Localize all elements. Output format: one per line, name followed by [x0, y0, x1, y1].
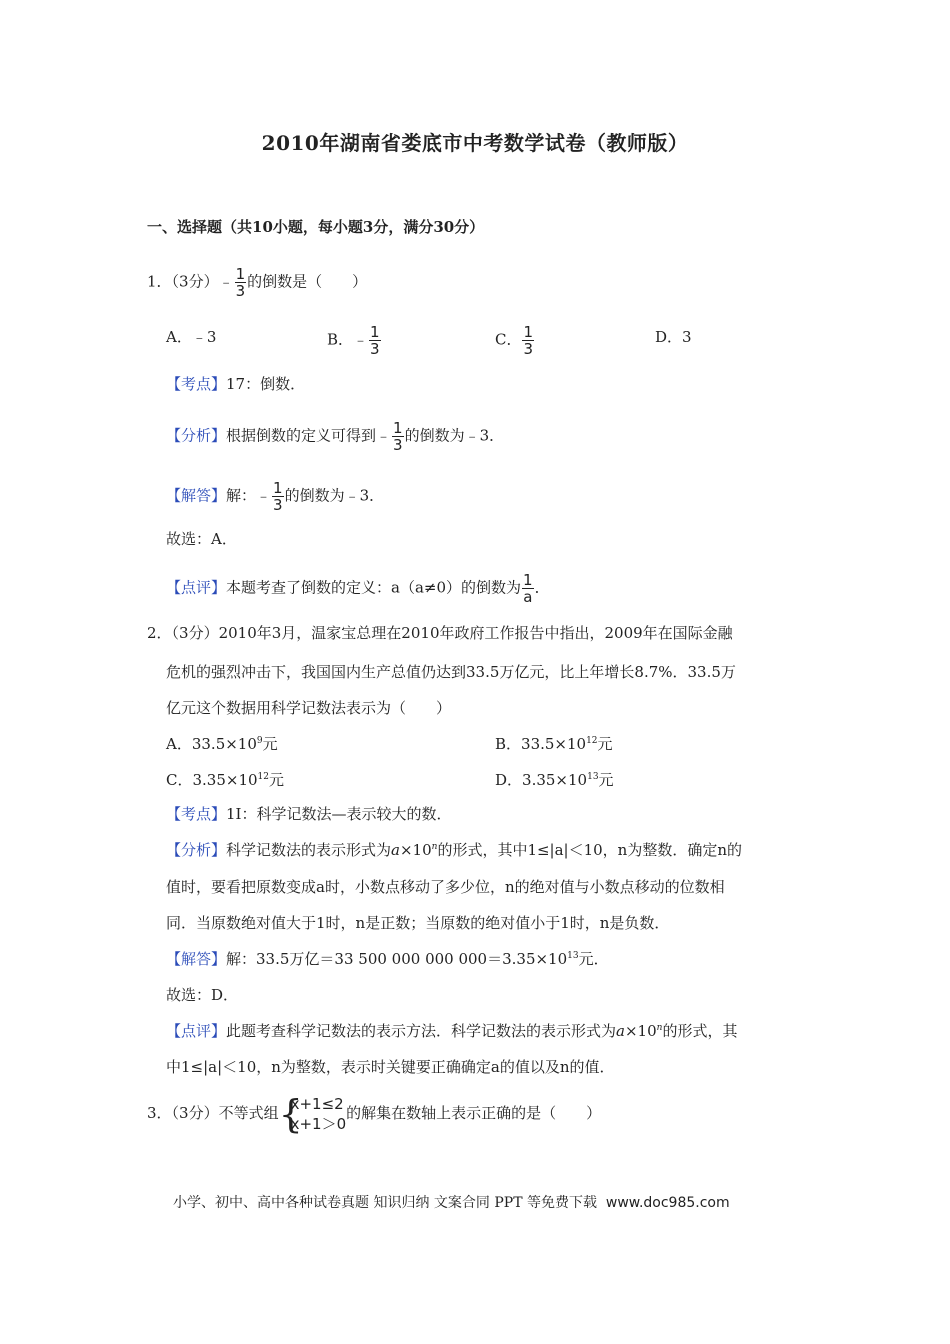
- option-c: C．$3.35\times 10^{12}$元: [166, 771, 284, 789]
- question-2-line1: 2．（3分）2010年3月，温家宝总理在2010年政府工作报告中指出，2009年在国际金融: [147, 624, 733, 642]
- fenxi-1: 【分析】根据倒数的定义可得到﹣ $\frac{1}{3}$ 的倒数为﹣3．: [166, 419, 505, 454]
- fenxi-2-line2: 值时，要看把原数变成a时，小数点移动了多少位，n的绝对值与小数点移动的位数相: [166, 878, 725, 896]
- tag-kaodian: 【考点】: [166, 805, 227, 823]
- jieda-1: 【解答】解：﹣ $\frac{1}{3}$ 的倒数为﹣3．: [166, 479, 385, 514]
- tag-fenxi: 【分析】: [166, 841, 227, 859]
- dianping-2-line2: 中1≤|a|＜10，n为整数，表示时关键要正确确定a的值以及n的值．: [166, 1058, 615, 1076]
- kaodian-1: 【考点】17：倒数．: [166, 375, 306, 393]
- guxuan-2: 故选：D．: [166, 986, 239, 1004]
- tag-kaodian: 【考点】: [166, 375, 227, 393]
- guxuan-1: 故选：A．: [166, 530, 237, 548]
- option-a: A．$33.5\times 10^9$元: [166, 735, 278, 753]
- tag-jieda: 【解答】: [166, 486, 227, 505]
- footer-text: 小学、初中、高中各种试卷真题 知识归纳 文案合同 PPT 等免费下载: [173, 1195, 597, 1211]
- page-title: 2010年湖南省娄底市中考数学试卷（教师版）: [261, 131, 689, 155]
- question-3-stem: 3．（3分）不等式组 { x+1≤2 x+1＞0 的解集在数轴上表示正确的是（ ）: [147, 1092, 602, 1136]
- option-c: C． $\frac{1}{3}$: [495, 323, 534, 358]
- brace-icon: {: [278, 1092, 303, 1136]
- option-b: B．$33.5\times 10^{12}$元: [495, 735, 613, 753]
- question-2-line2: 危机的强烈冲击下，我国国内生产总值仍达到33.5万亿元，比上年增长8.7%．33.5万: [166, 663, 736, 681]
- question-2-line3: 亿元这个数据用科学记数法表示为（ ）: [166, 699, 452, 717]
- fraction: $\frac{1}{3}$: [370, 323, 380, 358]
- dianping-2-line1: 【点评】此题考查科学记数法的表示方法．科学记数法的表示形式为$a\times 10^n$的形式，其: [166, 1022, 738, 1040]
- option-d: D．3: [655, 328, 692, 346]
- fraction: $\frac{1}{a}$: [523, 571, 533, 606]
- question-number: 1．: [147, 272, 172, 291]
- question-number: 3．: [147, 1104, 172, 1122]
- option-d: D．$3.35\times 10^{13}$元: [495, 771, 614, 789]
- section-heading: 一、选择题（共10小题，每小题3分，满分30分）: [147, 218, 485, 236]
- option-a: A．﹣3: [166, 328, 217, 346]
- question-1-stem: 1．（3分）﹣ $\frac{1}{3}$ 的倒数是（ ）: [147, 265, 368, 300]
- question-score: （3分）: [171, 272, 219, 291]
- fraction: $\frac{1}{3}$: [523, 323, 534, 358]
- fraction: $\frac{1}{3}$: [235, 265, 246, 300]
- fraction: $\frac{1}{3}$: [393, 419, 403, 454]
- question-number: 2．: [147, 624, 172, 642]
- page-footer: [173, 1192, 730, 1212]
- dianping-1: 【点评】本题考查了倒数的定义：a（a≠0）的倒数为 $\frac{1}{a}$ ．: [166, 571, 550, 606]
- inequality-system: { x+1≤2 x+1＞0: [278, 1092, 347, 1136]
- tag-dianping: 【点评】: [166, 1022, 227, 1040]
- fraction: $\frac{1}{3}$: [273, 479, 283, 514]
- footer-link[interactable]: www.doc985.com: [605, 1195, 730, 1211]
- option-b: B．﹣ $\frac{1}{3}$: [327, 323, 380, 358]
- jieda-2: 【解答】解：33.5万亿＝33 500 000 000 $000=3.35\times 10^{13}$元．: [166, 950, 609, 968]
- tag-jieda: 【解答】: [166, 950, 227, 968]
- fenxi-2-line3: 同．当原数绝对值大于1时，n是正数；当原数的绝对值小于1时，n是负数．: [166, 914, 670, 932]
- tag-dianping: 【点评】: [166, 578, 227, 597]
- kaodian-2: 【考点】1I：科学记数法—表示较大的数．: [166, 805, 452, 823]
- fenxi-2-line1: 【分析】科学记数法的表示形式为$a\times 10^n$的形式，其中1≤|a|＜10，n为整数．确定n的: [166, 841, 743, 859]
- tag-fenxi: 【分析】: [166, 426, 227, 445]
